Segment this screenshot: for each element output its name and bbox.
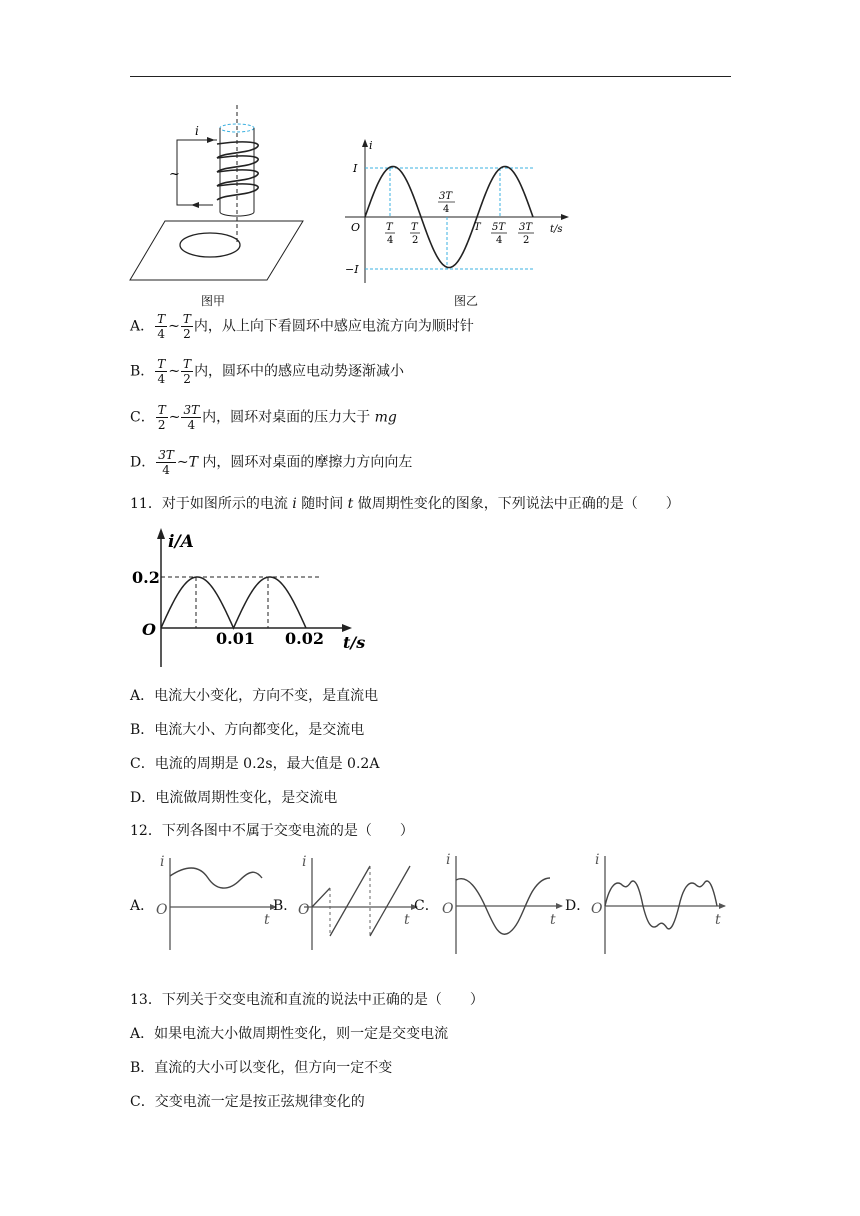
fig-yi-origin: O bbox=[351, 221, 361, 234]
q11-x-tick-1: 0.01 bbox=[216, 629, 255, 648]
q12a-axis-t: t bbox=[264, 912, 270, 928]
fig-jia-label-i: i bbox=[195, 124, 199, 138]
q10-option-a: A． $\frac{T}{4}$ ~ $\frac{T}{2}$ 内，从上向下看圆环中感应电流方向为顺时针 bbox=[130, 312, 474, 341]
tick-T4-d: 4 bbox=[387, 235, 394, 246]
figure-yi bbox=[335, 135, 580, 285]
figure-jia bbox=[125, 100, 315, 290]
q11-option-d: D．电流做周期性变化，是交流电 bbox=[130, 790, 338, 806]
q12-graph-d bbox=[585, 850, 731, 958]
q12a-origin: O bbox=[156, 902, 168, 918]
q13-option-b: B．直流的大小可以变化，但方向一定不变 bbox=[130, 1060, 393, 1076]
q11-option-b: B．电流大小、方向都变化，是交流电 bbox=[130, 722, 365, 738]
q12-key-a: A． bbox=[130, 898, 155, 914]
q12-graph-c bbox=[434, 850, 566, 958]
tick-3T2-d: 2 bbox=[523, 235, 530, 246]
q10-option-b: B． $\frac{T}{4}$ ~ $\frac{T}{2}$ 内，圆环中的感应电动势逐渐减小 bbox=[130, 357, 405, 386]
q12b-axis-t: t bbox=[404, 912, 410, 928]
q12c-origin: O bbox=[442, 901, 454, 917]
q11-option-c: C．电流的周期是 0.2s，最大值是 0.2A bbox=[130, 756, 380, 772]
q12-graph-a bbox=[148, 852, 280, 952]
q12-key-c: C． bbox=[414, 898, 439, 914]
fig-yi-label-I: I bbox=[353, 162, 358, 175]
q11-option-a: A．电流大小变化，方向不变，是直流电 bbox=[130, 688, 379, 704]
q12d-axis-t: t bbox=[715, 912, 721, 928]
q12b-origin: O bbox=[298, 902, 310, 918]
q10-option-c: C． $\frac{T}{2}$ ~ $\frac{3T}{4}$ 内，圆环对桌面的压力大于 mg bbox=[130, 403, 397, 432]
fig-jia-label-tilde: ~ bbox=[169, 167, 180, 182]
tick-5T4-d: 4 bbox=[496, 235, 503, 246]
q13-stem: 13．下列关于交变电流和直流的说法中正确的是（ ） bbox=[130, 992, 484, 1008]
q11-chart bbox=[130, 525, 380, 670]
q12-key-b: B． bbox=[273, 898, 298, 914]
q12-stem: 12．下列各图中不属于交变电流的是（ ） bbox=[130, 823, 414, 839]
tick-T2-d: 2 bbox=[412, 235, 419, 246]
q12d-origin: O bbox=[591, 901, 603, 917]
tick-3T4-n: 3T bbox=[439, 191, 453, 202]
fig-yi-x-axis: t/s bbox=[550, 224, 563, 235]
fig-yi-label-negI: −I bbox=[345, 263, 359, 276]
q13-option-a: A．如果电流大小做周期性变化，则一定是交变电流 bbox=[130, 1026, 449, 1042]
header-rule bbox=[130, 76, 731, 77]
q11-x-axis: t/s bbox=[343, 633, 366, 652]
q11-y-tick: 0.2 bbox=[132, 568, 160, 587]
tick-3T2-n: 3T bbox=[519, 222, 533, 233]
caption-fig-yi: 图乙 bbox=[454, 294, 479, 308]
q11-origin: O bbox=[142, 620, 156, 639]
q12-key-d: D． bbox=[565, 898, 591, 914]
rectified-curve bbox=[161, 577, 306, 628]
q12-graph-b bbox=[292, 852, 422, 952]
q12d-axis-i: i bbox=[595, 852, 600, 868]
tick-T4-n: T bbox=[386, 222, 393, 233]
q13-option-c: C．交变电流一定是按正弦规律变化的 bbox=[130, 1094, 365, 1110]
q12c-axis-i: i bbox=[446, 852, 451, 868]
tick-T2-n: T bbox=[411, 222, 418, 233]
q12c-axis-t: t bbox=[550, 912, 556, 928]
q11-x-tick-2: 0.02 bbox=[285, 629, 324, 648]
caption-fig-jia: 图甲 bbox=[201, 294, 226, 308]
q10-option-d: D． $\frac{3T}{4}$ ~T 内，圆环对桌面的摩擦力方向向左 bbox=[130, 448, 413, 477]
q11-stem: 11．对于如图所示的电流 i 随时间 t 做周期性变化的图象，下列说法中正确的是（ ） bbox=[130, 496, 680, 512]
tick-3T4-d: 4 bbox=[443, 204, 450, 215]
tick-T: T bbox=[474, 222, 481, 233]
q11-y-axis: i/A bbox=[168, 532, 194, 552]
tick-5T4-n: 5T bbox=[492, 222, 506, 233]
q12b-axis-i: i bbox=[302, 854, 307, 870]
q12a-axis-i: i bbox=[160, 854, 165, 870]
fig-yi-y-axis: i bbox=[369, 139, 373, 152]
